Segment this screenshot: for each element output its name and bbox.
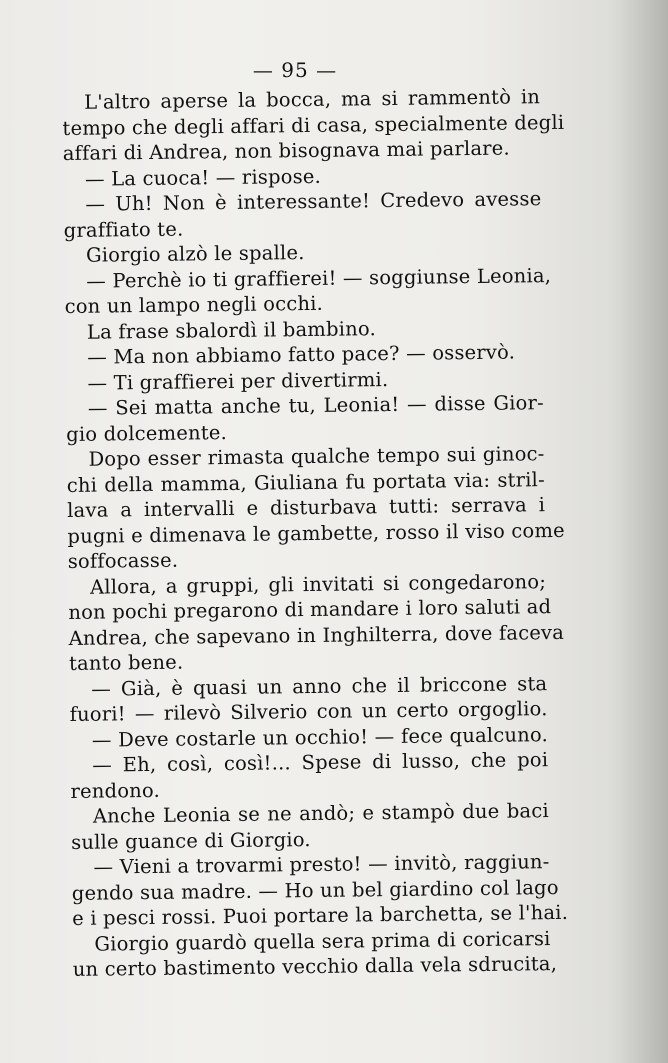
page-number: — 95 — (252, 58, 338, 82)
text-line: — Perchè io ti graffierei! — soggiunse Leonia, (86, 263, 552, 293)
text-line: gendo sua madre. — Ho un bel giardino col lago (71, 875, 559, 905)
text-line: — Eh, così, così!... Spese di lusso, che poi (92, 748, 549, 777)
text-line: Dopo esser rimasta qualche tempo sui ginoc- (88, 442, 545, 471)
text-line: lava a intervalli e disturbava tutti: serrava i (66, 493, 546, 522)
text-line: rendono. (70, 778, 161, 803)
text-line: tanto bene. (68, 650, 184, 675)
text-line: Giorgio guardò quella sera prima di coricarsi (94, 926, 551, 956)
text-line: — Già, è quasi un anno che il briccone sta (91, 671, 548, 701)
text-line: — Ma non abbiamo fatto pace? — osservò. (87, 340, 516, 369)
text-line: chi della mamma, Giuliana fu portata via: stril- (66, 467, 545, 497)
text-line: Giorgio alzò le spalle. (85, 241, 305, 267)
text-line: pugni e dimenava le gambette, rosso il viso come (67, 518, 565, 548)
text-line: un certo bastimento vecchio dalla vela sdrucita, (72, 952, 558, 981)
text-line: — Deve costarle un occhio! — fece qualcuno. (91, 722, 549, 752)
text-line: e i pesci rossi. Puoi portare la barchetta, se l'hai. (71, 900, 569, 930)
page-edge-shadow (608, 0, 668, 1063)
text-line: — La cuoca! — rispose. (84, 164, 322, 191)
text-line: fuori! — rilevò Silverio con un certo orgoglio. (69, 697, 548, 726)
text-line: gio dolcemente. (66, 420, 228, 446)
body-text (62, 84, 569, 982)
text-line: con un lampo negli occhi. (64, 291, 324, 318)
text-line: — Sei matta anche tu, Leonia! — disse Gior- (87, 391, 544, 420)
text-line: Anche Leonia se ne andò; e stampò due baci (92, 799, 549, 828)
text-line: graffiato te. (63, 217, 184, 242)
text-line: affari di Andrea, non bisognava mai parlare. (62, 136, 510, 165)
text-line: soffocasse. (67, 548, 179, 573)
text-line: L'altro aperse la bocca, ma si rammentò in (84, 85, 541, 114)
text-line: sulle guance di Giorgio. (71, 827, 311, 854)
text-line: non pochi pregarono di mandare i loro saluti ad (68, 595, 552, 624)
text-line: La frase sbalordì il bambino. (86, 316, 377, 344)
text-line: tempo che degli affari di casa, specialmente degli (62, 110, 565, 140)
text-line: — Uh! Non è interessante! Credevo avesse (85, 187, 542, 216)
text-line: — Vieni a trovarmi presto! — invitò, raggiun- (93, 850, 550, 879)
text-line: Allora, a gruppi, gli invitati si congedarono; (89, 569, 547, 599)
text-line: — Ti graffierei per divertirmi. (87, 367, 389, 395)
text-line: Andrea, che sapevano in Inghilterra, dove faceva (68, 620, 565, 650)
